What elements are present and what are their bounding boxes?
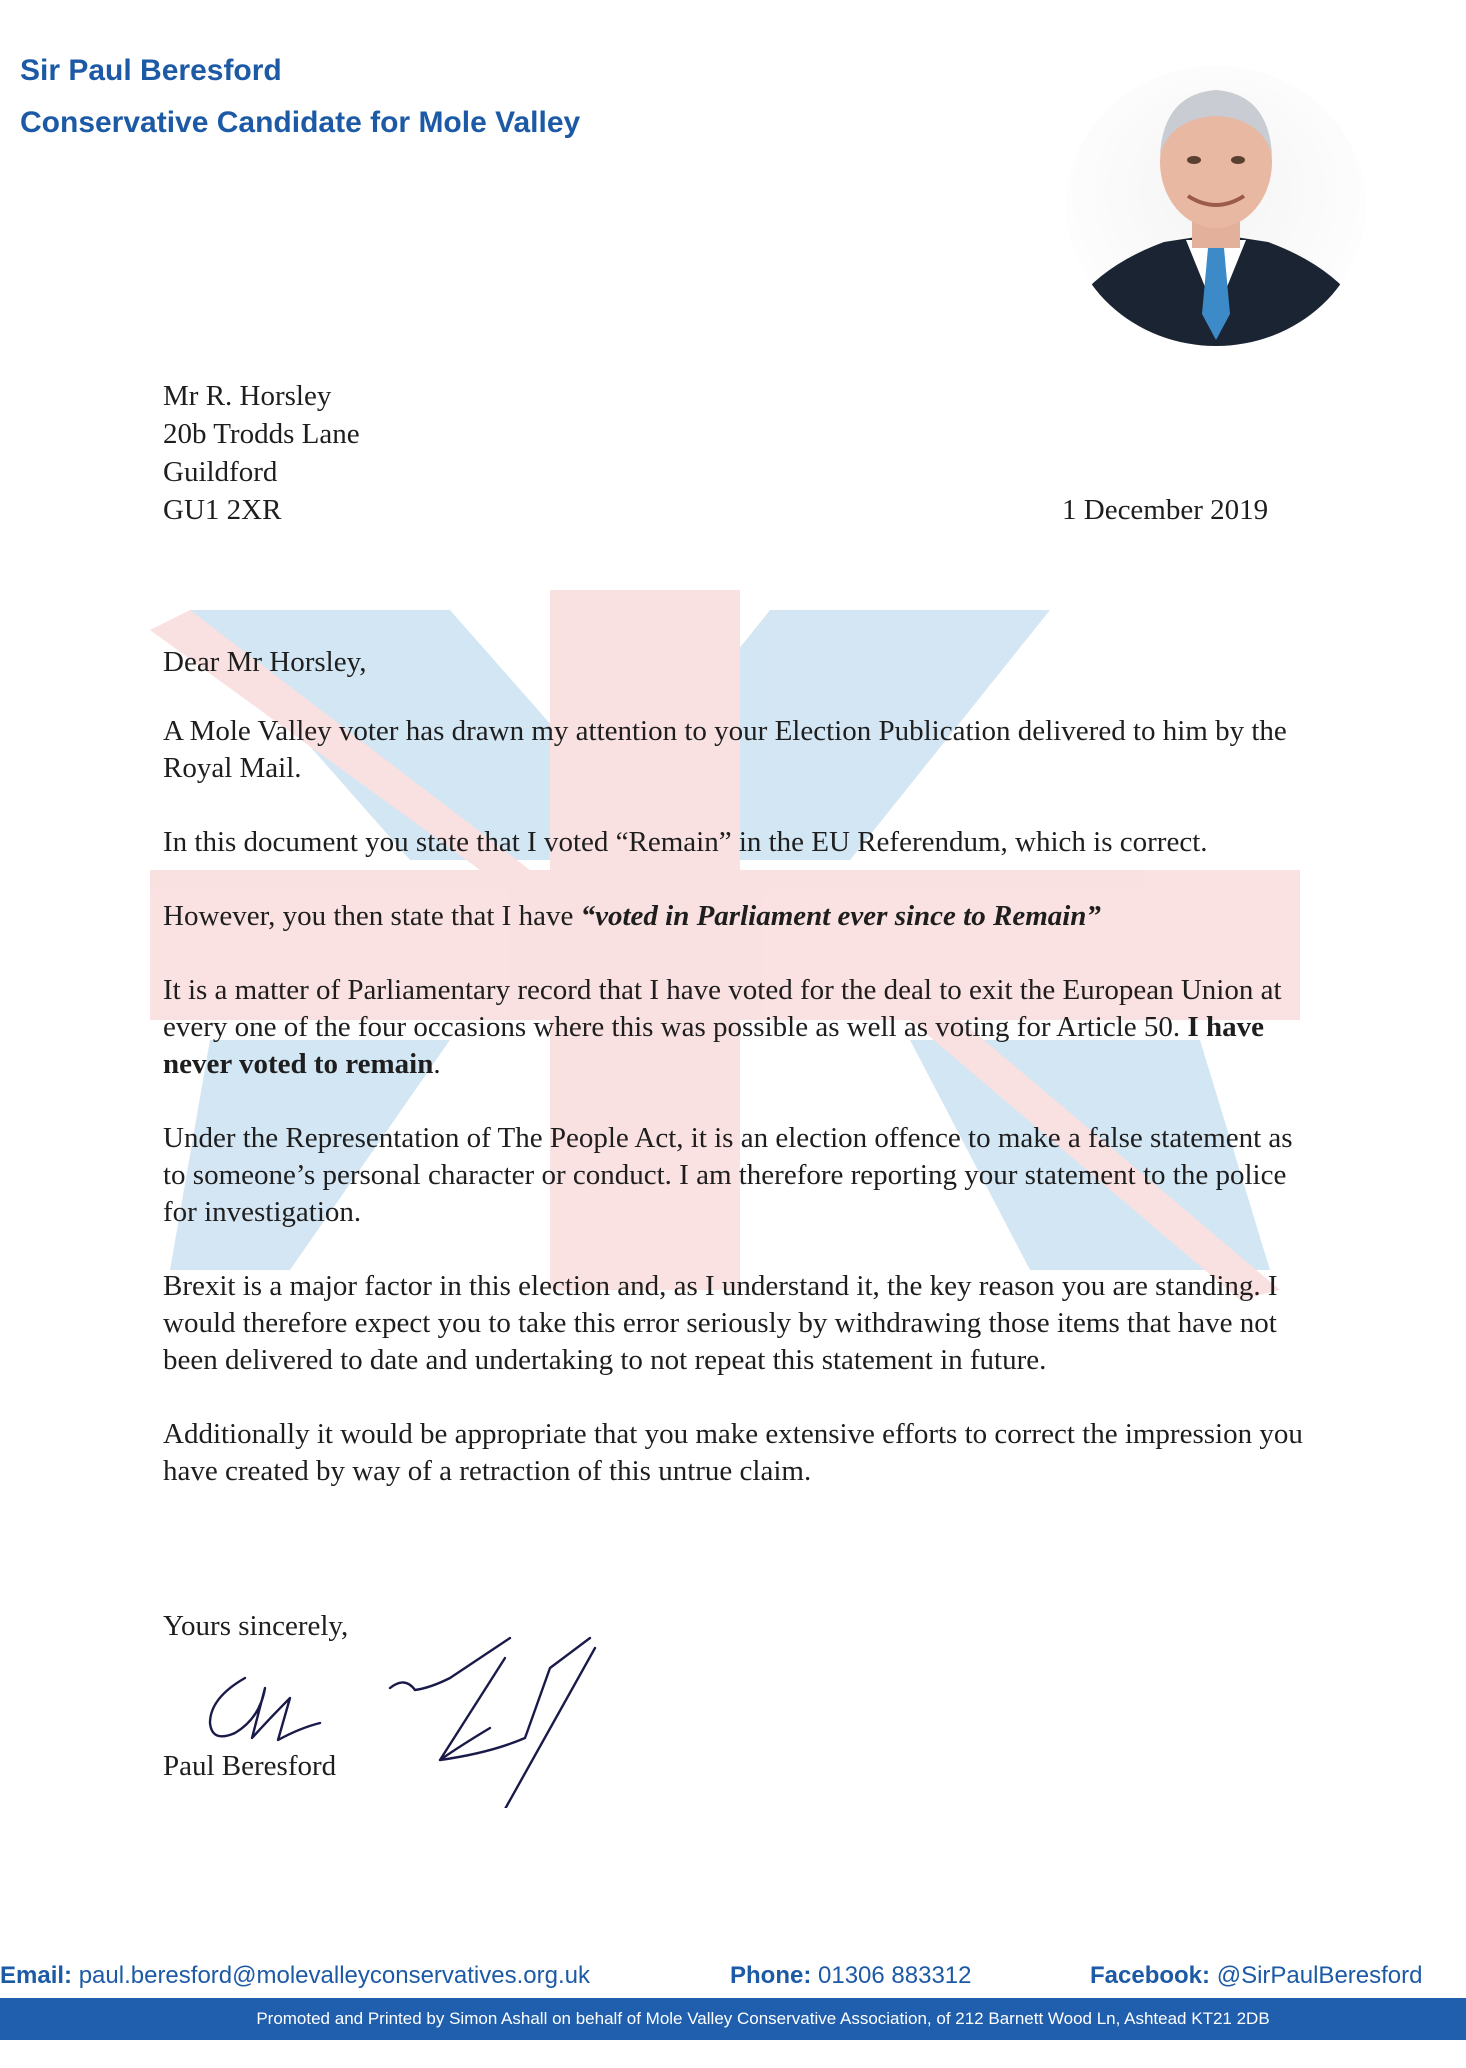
never-voted-statement: I have never voted to remain bbox=[163, 1011, 1264, 1080]
paragraph-4 bbox=[163, 972, 1303, 1083]
paragraph-4-end: . bbox=[433, 1048, 441, 1080]
recipient-town: Guildford bbox=[163, 456, 278, 488]
signer-name: Paul Beresford bbox=[163, 1750, 337, 1782]
facebook-label: Facebook: bbox=[1090, 1962, 1211, 1989]
recipient-street: 20b Trodds Lane bbox=[163, 418, 360, 450]
phone-number: 01306 883312 bbox=[818, 1962, 972, 1989]
paragraph-4-lead: It is a matter of Parliamentary record that I have voted for the deal to exit the European Union at every one of the four occasions where this was possible as well as voting for Article 50. bbox=[163, 974, 1282, 1043]
recipient-postcode: GU1 2XR bbox=[163, 494, 282, 526]
paragraph-3-lead: However, you then state that I have bbox=[163, 900, 581, 932]
candidate-name: Sir Paul Beresford bbox=[20, 54, 282, 87]
email-address: paul.beresford@molevalleyconservatives.org.uk bbox=[78, 1962, 590, 1989]
paragraph-5: Under the Representation of The People Act, it is an election offence to make a false statement as to someone’s personal character or conduct. I am therefore reporting your statement to the police for investigation. bbox=[163, 1122, 1293, 1228]
paragraph-3 bbox=[163, 898, 1303, 935]
candidate-portrait bbox=[1064, 64, 1368, 348]
letter-date: 1 December 2019 bbox=[1062, 494, 1269, 526]
paragraph-2: In this document you state that I voted “Remain” in the EU Referendum, which is correct. bbox=[163, 826, 1208, 858]
letter-body bbox=[163, 644, 1303, 1527]
salutation: Dear Mr Horsley, bbox=[163, 646, 367, 678]
closing: Yours sincerely, bbox=[163, 1610, 349, 1642]
email-label: Email: bbox=[0, 1962, 73, 1989]
paragraph-6: Brexit is a major factor in this election and, as I understand it, the key reason you are standing. I would therefore expect you to take this error seriously by withdrawing those items that have not been delivered to date and undertaking to not repeat this statement in future. bbox=[163, 1270, 1278, 1376]
facebook-handle: @SirPaulBeresford bbox=[1216, 1962, 1423, 1989]
imprint-text: Promoted and Printed by Simon Ashall on behalf of Mole Valley Conservative Association, of 212 Barnett Wood Ln, Ashtead KT21 2DB bbox=[256, 2009, 1270, 2028]
quoted-claim: “voted in Parliament ever since to Remain” bbox=[580, 900, 1101, 932]
paragraph-1: A Mole Valley voter has drawn my attention to your Election Publication delivered to him by the Royal Mail. bbox=[163, 715, 1287, 784]
contact-phone bbox=[730, 1962, 972, 1990]
phone-label: Phone: bbox=[730, 1962, 812, 1989]
paragraph-7: Additionally it would be appropriate that you make extensive efforts to correct the impression you have created by way of a retraction of this untrue claim. bbox=[163, 1418, 1303, 1487]
contact-email bbox=[0, 1962, 590, 1990]
imprint-footer bbox=[0, 1998, 1466, 2040]
recipient-address bbox=[163, 377, 360, 529]
contact-facebook bbox=[1090, 1962, 1422, 1990]
candidate-title: Conservative Candidate for Mole Valley bbox=[20, 106, 581, 139]
recipient-name: Mr R. Horsley bbox=[163, 380, 332, 412]
